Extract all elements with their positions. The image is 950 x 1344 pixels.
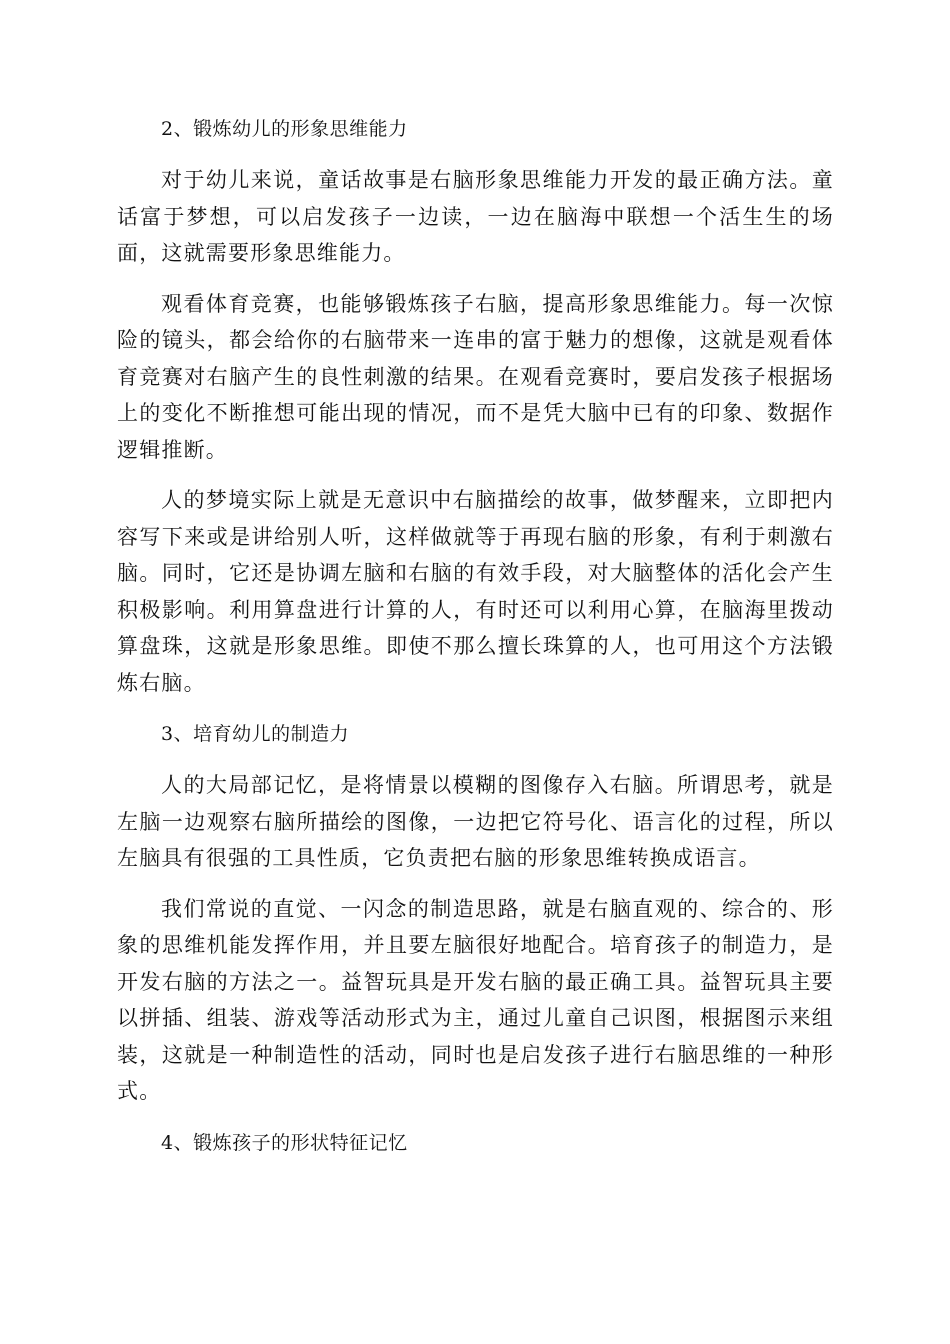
- document-body: [117, 110, 834, 1176]
- paragraph-fairy-tales: 对于幼儿来说，童话故事是右脑形象思维能力开发的最正确方法。童话富于梦想，可以启发孩子一边读，一边在脑海中联想一个活生生的场面，这就需要形象思维能力。: [117, 168, 834, 265]
- paragraph-memory: 人的大局部记忆，是将情景以模糊的图像存入右脑。所谓思考，就是左脑一边观察右脑所描绘的图像，一边把它符号化、语言化的过程，所以左脑具有很强的工具性质，它负责把右脑的形象思维转换成语言。: [117, 773, 834, 870]
- paragraph-sports: 观看体育竞赛，也能够锻炼孩子右脑，提高形象思维能力。每一次惊险的镜头，都会给你的右脑带来一连串的富于魅力的想像，这就是观看体育竞赛对右脑产生的良性刺激的结果。在观看竞赛时，要启发孩子根据场上的变化不断推想可能出现的情况，而不是凭大脑中已有的印象、数据作逻辑推断。: [117, 291, 834, 462]
- section-heading-3: 3、培育幼儿的制造力: [161, 723, 350, 745]
- paragraph-creativity: 我们常说的直觉、一闪念的制造思路，就是右脑直观的、综合的、形象的思维机能发挥作用，并且要左脑很好地配合。培育孩子的制造力，是开发右脑的方法之一。益智玩具是开发右脑的最正确工具。益智玩具主要以拼插、组装、游戏等活动形式为主，通过儿童自己识图，根据图示来组装，这就是一种制造性的活动，同时也是启发孩子进行右脑思维的一种形式。: [117, 896, 834, 1103]
- section-heading-2: 2、锻炼幼儿的形象思维能力: [161, 118, 408, 140]
- paragraph-dreams: 人的梦境实际上就是无意识中右脑描绘的故事，做梦醒来，立即把内容写下来或是讲给别人听，这样做就等于再现右脑的形象，有利于刺激右脑。同时，它还是协调左脑和右脑的有效手段，对大脑整体的活化会产生积极影响。利用算盘进行计算的人，有时还可以利用心算，在脑海里拨动算盘珠，这就是形象思维。即使不那么擅长珠算的人，也可用这个方法锻炼右脑。: [117, 488, 834, 695]
- section-heading-4: 4、锻炼孩子的形状特征记忆: [161, 1131, 408, 1154]
